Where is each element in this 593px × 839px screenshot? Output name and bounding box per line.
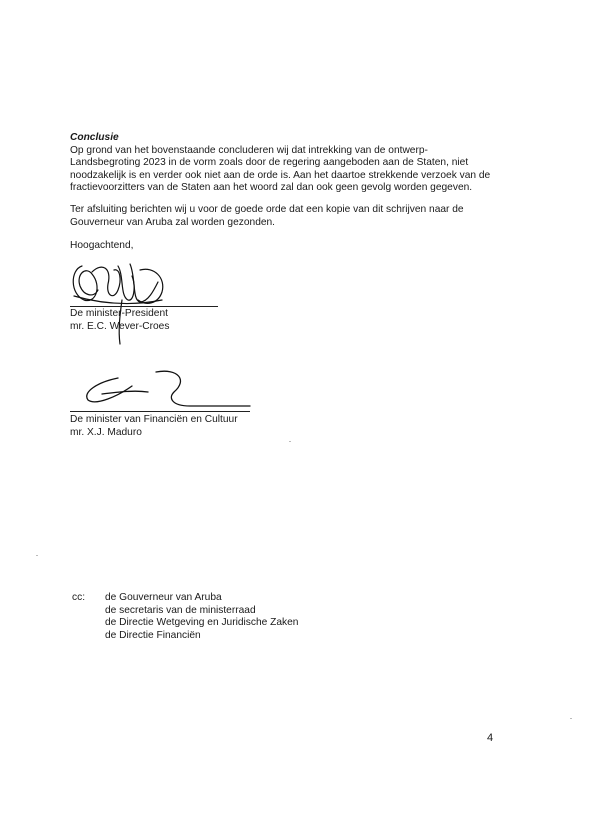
signatory-title: De minister van Financiën en Cultuur [70,414,238,425]
paragraph-line: fractievoorzitters van de Staten aan het woord zal dan ook geen gevolg worden gegeven. [70,182,473,194]
cc-label: cc: [72,592,86,603]
paragraph-line: Landsbegroting 2023 in de vorm zoals door de regering aangeboden aan de Staten, niet [70,157,469,169]
scan-speck [570,718,572,719]
conclusion-paragraph [70,145,502,195]
scan-speck [289,441,291,442]
signature-line [70,411,250,412]
signatory-name: mr. X.J. Maduro [70,426,142,438]
paragraph-line: Op grond van het bovenstaande concluderen wij dat intrekking van de ontwerp- [70,144,428,156]
page-number: 4 [487,732,494,744]
signature-wever-croes [62,256,172,348]
paragraph-line: Gouverneur van Aruba zal worden gezonden. [70,216,276,228]
scan-speck [36,555,38,556]
closing-paragraph [70,204,502,229]
greeting: Hoogachtend, [70,240,134,251]
conclusion-section [70,132,502,195]
conclusion-heading: Conclusie [70,132,119,143]
paragraph-line: noodzakelijk is en verder ook niet aan de orde is. Aan het daartoe strekkende verzoek van de [70,169,491,181]
signatory-name: mr. E.C. Wever-Croes [70,320,170,332]
cc-recipient-list [105,592,298,642]
signatory-title: De minister-President [70,308,168,319]
cc-recipient: de secretaris van de ministerraad [105,604,256,616]
signatory-block [70,414,502,439]
signature-line [70,306,218,307]
signature-maduro [78,366,258,412]
cc-recipient: de Directie Financiën [105,629,201,641]
cc-recipient: de Gouverneur van Aruba [105,592,222,603]
paragraph-line: Ter afsluiting berichten wij u voor de goede orde dat een kopie van dit schrijven naar de [70,204,464,215]
cc-recipient: de Directie Wetgeving en Juridische Zaken [105,617,299,629]
signatory-block [70,308,502,333]
